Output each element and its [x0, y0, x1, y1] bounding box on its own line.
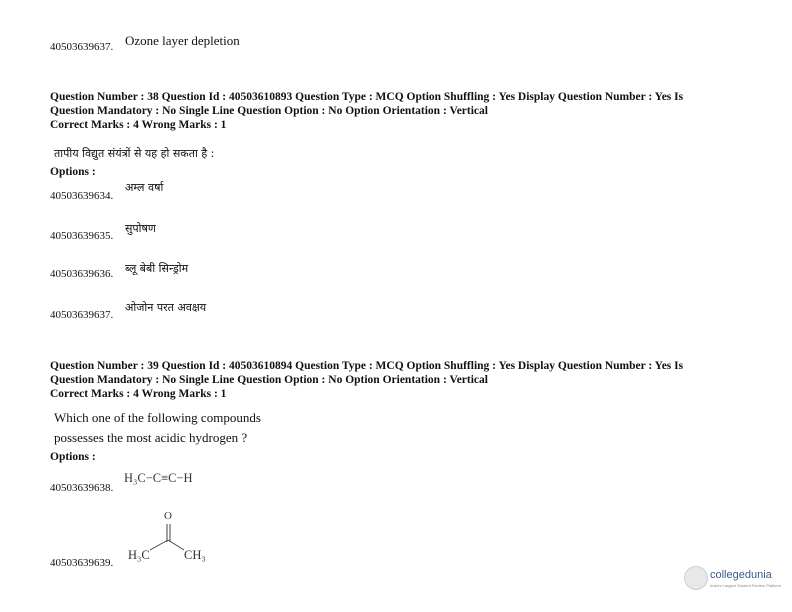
option-id: 40503639637.	[50, 309, 114, 321]
option-id: 40503639638.	[50, 482, 114, 494]
options-label: Options :	[50, 451, 96, 463]
option-id: 40503639634.	[50, 190, 114, 202]
option-id: 40503639637.	[50, 41, 114, 53]
option-id: 40503639639.	[50, 557, 114, 569]
option-text: ब्लू बेबी सिन्ड्रोम	[125, 262, 189, 275]
option-text: ओजोन परत अवक्षय	[125, 301, 207, 314]
header-line-2: Question Mandatory : No Single Line Question Option : No Option Orientation : Vertical	[50, 105, 488, 117]
option-text: अम्ल वर्षा	[125, 181, 164, 194]
option-formula: H₃C−C≡C−H	[124, 471, 193, 485]
logo-mascot-icon	[684, 566, 708, 590]
option-text: Ozone layer depletion	[125, 33, 240, 48]
question-39-header	[50, 359, 683, 401]
question-38-text: तापीय विद्युत संयंत्रों से यह हो सकता है :	[54, 147, 215, 160]
question-38-header	[50, 90, 683, 132]
option-id: 40503639636.	[50, 268, 114, 280]
marks-line: Correct Marks : 4 Wrong Marks : 1	[50, 388, 227, 400]
header-line-2: Question Mandatory : No Single Line Question Option : No Option Orientation : Vertical	[50, 374, 488, 386]
options-label: Options :	[50, 166, 96, 178]
header-line-1: Question Number : 39 Question Id : 40503610894 Question Type : MCQ Option Shuffling : Yes Display Question Number : Yes Is	[50, 360, 684, 372]
methyl-left-label: H₃C	[128, 548, 150, 562]
oxygen-label: O	[164, 510, 172, 522]
acetone-structure	[125, 510, 225, 570]
header-line-1: Question Number : 38 Question Id : 40503610893 Question Type : MCQ Option Shuffling : Yes Display Question Number : Yes Is	[50, 91, 684, 103]
methyl-right-label: CH₃	[184, 548, 206, 562]
question-39-text-line1: Which one of the following compounds	[54, 410, 261, 425]
option-id: 40503639635.	[50, 230, 114, 242]
option-text: सुपोषण	[125, 222, 156, 235]
logo-name: collegedunia	[710, 569, 772, 581]
marks-line: Correct Marks : 4 Wrong Marks : 1	[50, 119, 227, 131]
logo-tagline: India's Largest Student Review Platform	[710, 583, 782, 588]
question-39-text-line2: possesses the most acidic hydrogen ?	[54, 430, 248, 445]
